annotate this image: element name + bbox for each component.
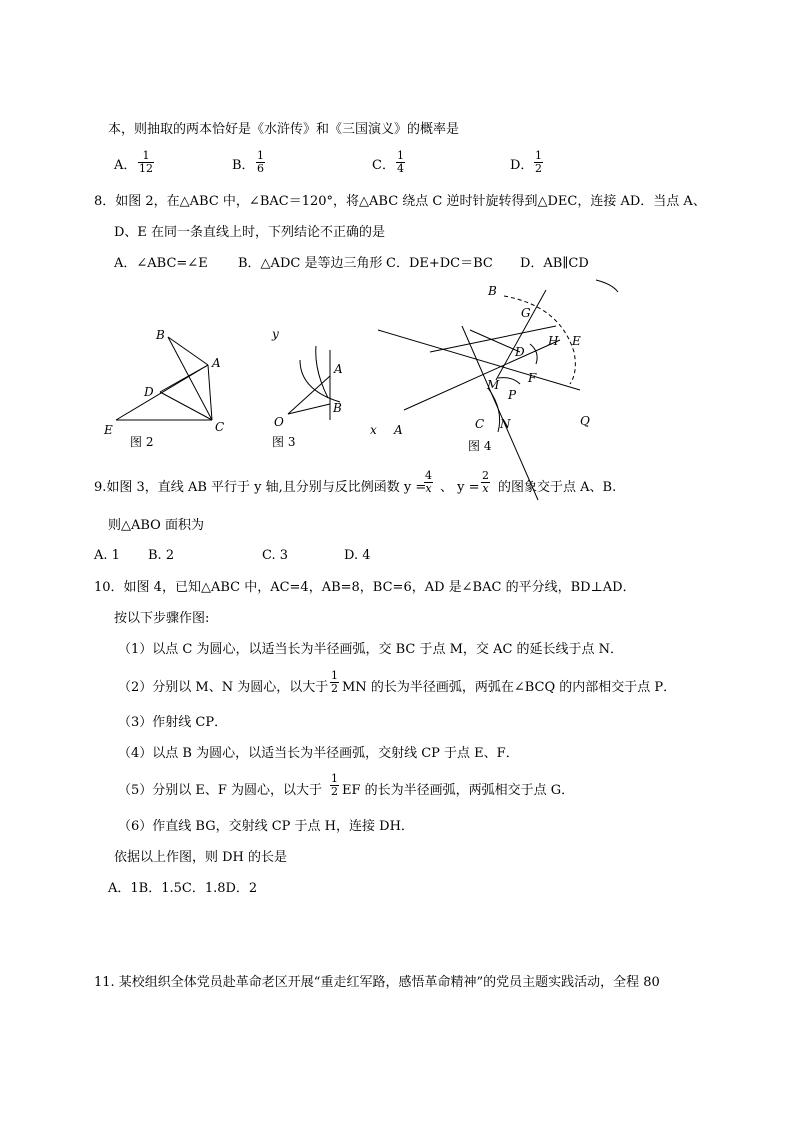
fraction-denominator: 4	[397, 162, 404, 175]
fig4-label-h: H	[548, 334, 559, 348]
fig2-label-c: C	[215, 420, 225, 434]
q10-step5-post: EF 的长为半径画弧，两弧相交于点 G．	[342, 783, 575, 798]
fig4-label-m: M	[487, 378, 500, 392]
q10-step2-pre: （2）分别以 M、N 为圆心，以大于	[118, 680, 329, 695]
fraction-numerator: 1	[397, 149, 404, 162]
q10-step4: （4）以点 B 为圆心，以适当长为半径画弧，交射线 CP 于点 E、F．	[118, 746, 519, 761]
fig4-label-b: B	[488, 284, 497, 298]
fig2-label-e: E	[104, 423, 113, 437]
fig2-label-b: B	[156, 328, 165, 342]
fraction-numerator: 4	[425, 469, 432, 482]
arc-mn	[488, 388, 500, 432]
fig4-label-g: G	[521, 306, 531, 320]
q8-option-a: A．∠ABC=∠E	[114, 256, 208, 271]
line-long-2	[404, 340, 560, 410]
q9-option-a: A. 1	[94, 548, 120, 563]
fraction-denominator: 2	[331, 785, 338, 798]
fig3-label-x: x	[370, 423, 377, 437]
fraction-numerator: 1	[138, 150, 154, 163]
fig4-label-q: Q	[580, 414, 590, 428]
q10-step5-pre: （5）分别以 E、F 为圆心，以大于	[118, 783, 323, 798]
q9-option-d: D. 4	[344, 548, 371, 563]
q8-line2: D、E 在同一条直线上时，下列结论不正确的是	[114, 225, 386, 240]
fig4-label-a: A	[394, 423, 403, 437]
q11-line1: 11. 某校组织全体党员赴革命老区开展“重走红军路，感悟革命精神”的党员主题实践活动，全程 80	[94, 975, 660, 990]
fig3-label-b: B	[333, 401, 342, 415]
fraction-numerator: 2	[482, 469, 489, 482]
q7-option-c-label: C．	[372, 158, 395, 173]
line-cp	[462, 326, 538, 500]
q7-continuation: 本，则抽取的两本恰好是《水浒传》和《三国演义》的概率是	[108, 122, 460, 137]
q8-option-b: B．△ADC 是等边三角形	[238, 256, 383, 271]
fig2-label-a: A	[212, 356, 221, 370]
q9-fraction-1	[424, 470, 433, 495]
fig4-label-p: P	[508, 388, 517, 402]
q10-step2-fraction	[330, 670, 339, 695]
q10-line2: 按以下步骤作图:	[114, 611, 210, 626]
line-bg	[496, 290, 546, 380]
fig3-caption: 图 3	[272, 435, 296, 449]
arc-f	[530, 344, 537, 364]
fraction-denominator: 2	[331, 682, 338, 695]
q9-prefix: 9.如图 3，直线 AB 平行于 y 轴,且分别与反比例函数 y =	[94, 480, 427, 495]
fraction-denominator: x	[425, 482, 432, 495]
line-long-3	[430, 326, 556, 352]
q9-suffix: 的图象交于点 A、B.	[498, 480, 617, 495]
fig2-caption: 图 2	[130, 435, 154, 449]
fraction-denominator: 12	[139, 162, 153, 175]
q8-option-d: D．AB∥CD	[520, 256, 589, 271]
fraction-denominator: 6	[257, 162, 264, 175]
fraction-numerator: 1	[331, 669, 338, 682]
q9-mid: 、 y =	[440, 480, 480, 495]
fig3-label-a: A	[334, 362, 343, 376]
fig4-caption: 图 4	[468, 439, 492, 453]
fraction-numerator: 1	[331, 772, 338, 785]
fig4-label-c: C	[475, 417, 485, 431]
q8-line1: 8．如图 2，在△ABC 中，∠BAC＝120°，将△ABC 绕点 C 逆时针旋转得到△DEC，连接 AD．当点 A、	[94, 194, 706, 209]
q10-step3: （3）作射线 CP．	[118, 715, 228, 730]
fraction-numerator: 1	[257, 149, 264, 162]
q9-option-c: C. 3	[262, 548, 289, 563]
fig4-label-f: F	[528, 371, 537, 385]
arc-top	[596, 280, 618, 292]
fig4-label-d: D	[515, 345, 525, 359]
q10-step5-fraction	[330, 773, 339, 798]
fig3-label-y: y	[272, 327, 279, 341]
q10-step2-post: MN 的长为半径画弧，两弧在∠BCQ 的内部相交于点 P．	[342, 680, 677, 695]
q9-line2: 则△ABO 面积为	[108, 518, 204, 533]
q10-options: A．1B．1.5C．1.8D．2	[108, 881, 258, 896]
fig2-label-d: D	[144, 385, 154, 399]
arc-p	[498, 378, 520, 384]
q8-option-c: C．DE+DC＝BC	[386, 256, 493, 271]
fraction-denominator: x	[482, 482, 489, 495]
fraction-denominator: 2	[535, 162, 542, 175]
q10-line1: 10．如图 4，已知△ABC 中，AC=4，AB=8，BC=6，AD 是∠BAC 的平分线，BD⊥AD．	[94, 580, 636, 595]
q10-step6: （6）作直线 BG，交射线 CP 于点 H，连接 DH．	[118, 819, 414, 834]
fig4-label-e: E	[572, 334, 581, 348]
q7-option-b-label: B．	[232, 158, 255, 173]
q9-option-b: B. 2	[148, 548, 175, 563]
fig3-label-o: O	[274, 415, 284, 429]
q9-fraction-2	[481, 470, 490, 495]
q10-question: 依据以上作图，则 DH 的长是	[114, 850, 288, 865]
q7-option-d-label: D．	[510, 158, 534, 173]
fraction-numerator: 1	[535, 149, 542, 162]
fig4-label-n: N	[500, 417, 511, 431]
segment-bd	[470, 330, 520, 352]
q7-option-a-label: A．	[114, 158, 137, 173]
q10-step1: （1）以点 C 为圆心，以适当长为半径画弧，交 BC 于点 M，交 AC 的延长线于点 N．	[118, 642, 624, 657]
